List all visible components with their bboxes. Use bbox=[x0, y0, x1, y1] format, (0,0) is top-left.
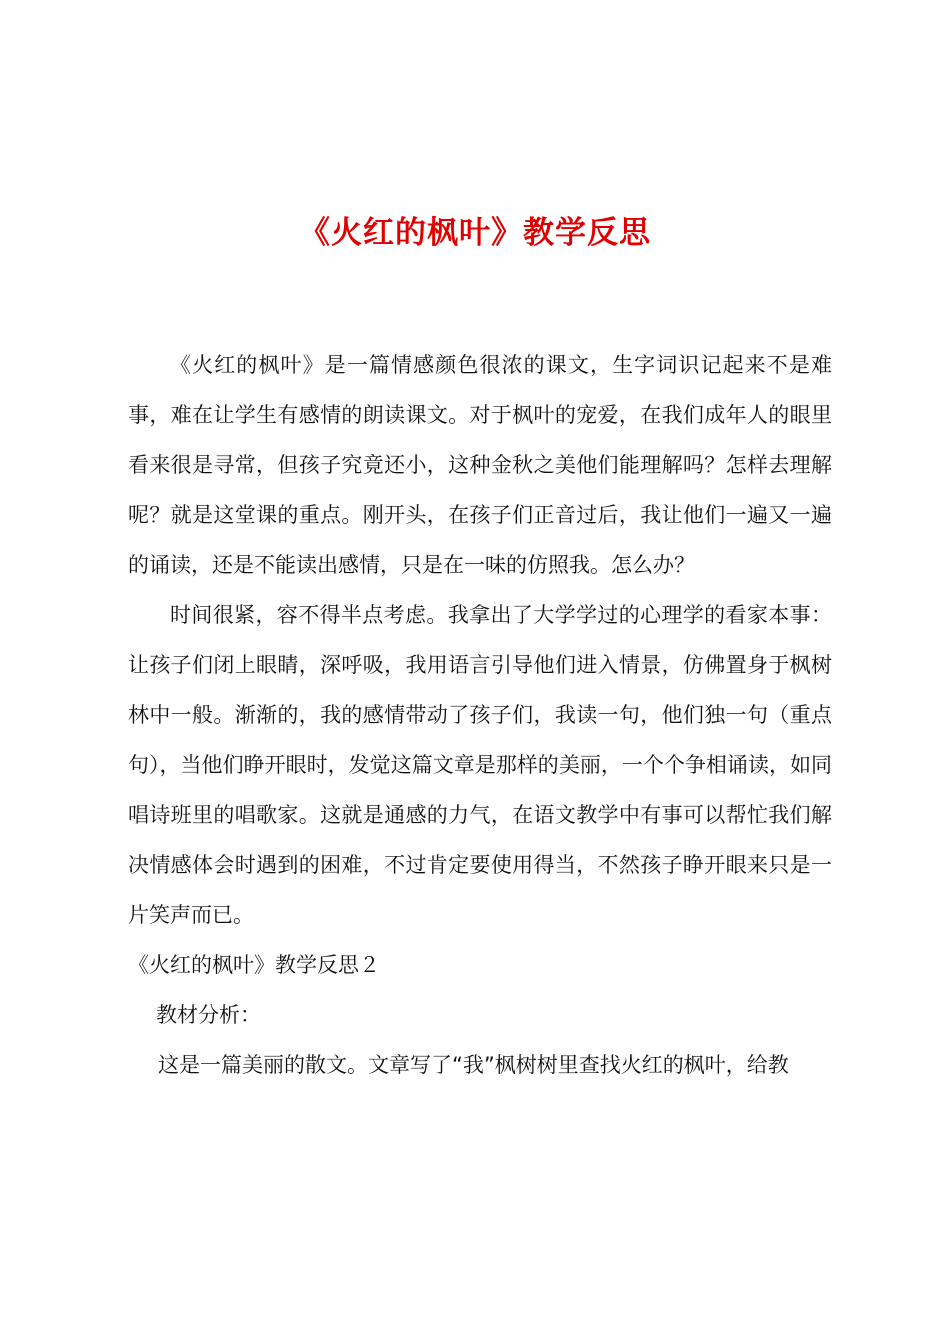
document-title: 《火红的枫叶》教学反思 bbox=[299, 215, 651, 251]
paragraph-1: 《火红的枫叶》是一篇情感颜色很浓的课文，生字词识记起来不是难事，难在让学生有感情的朗读课文。对于枫叶的宠爱，在我们成年人的眼里看来很是寻常，但孩子究竟还小，这种金秋之美他们能理解吗？怎样去理解呢？就是这堂课的重点。刚开头，在孩子们正音过后，我让他们一遍又一遍的诵读，还是不能读出感情，只是在一味的仿照我。怎么办？ bbox=[128, 353, 832, 577]
paragraph-2: 时间很紧，容不得半点考虑。我拿出了大学学过的心理学的看家本事：让孩子们闭上眼睛，深呼吸，我用语言引导他们进入情景，仿佛置身于枫树林中一般。渐渐的，我的感情带动了孩子们，我读一句，他们独一句（重点句），当他们睁开眼时，发觉这篇文章是那样的美丽，一个个争相诵读，如同唱诗班里的唱歌家。这就是通感的力气，在语文教学中有事可以帮忙我们解决情感体会时遇到的困难，不过肯定要使用得当，不然孩子睁开眼来只是一片笑声而已。 bbox=[128, 603, 832, 927]
document-body bbox=[128, 340, 832, 1090]
section-heading: 《火红的枫叶》教学反思２ bbox=[128, 953, 380, 977]
subheading-material-analysis: 教材分析： bbox=[156, 1003, 261, 1027]
paragraph-3: 这是一篇美丽的散文。文章写了“我”枫树树里查找火红的枫叶，给教 bbox=[158, 1053, 789, 1077]
